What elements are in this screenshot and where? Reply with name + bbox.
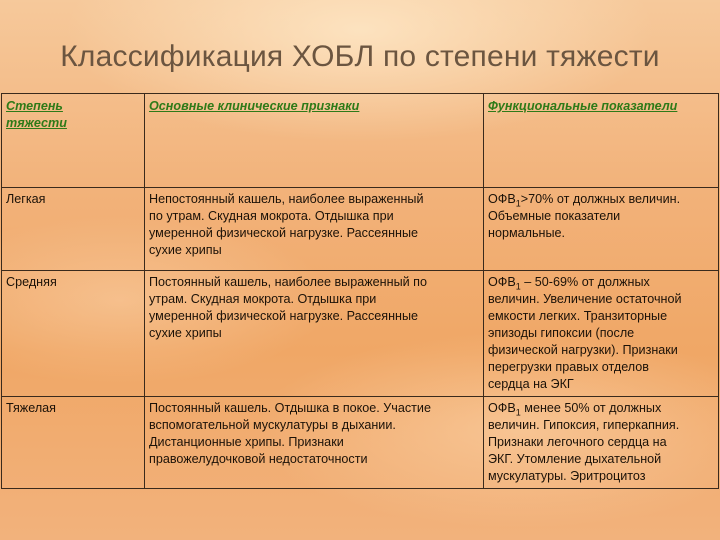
header-severity-line-2: тяжести bbox=[6, 116, 67, 130]
functional-line: величин. Гипоксия, гиперкапния. bbox=[488, 418, 680, 432]
severity-cell: Средняя bbox=[2, 271, 145, 397]
fev1-line bbox=[488, 191, 714, 208]
functional-line: Объемные показатели bbox=[488, 209, 621, 223]
fev-subscript: 1 bbox=[515, 198, 521, 209]
table-row bbox=[2, 397, 719, 489]
clinical-line: правожелудочковой недостаточности bbox=[149, 452, 368, 466]
header-clinical bbox=[145, 94, 484, 188]
table-row bbox=[2, 271, 719, 397]
fev-subscript: 1 bbox=[515, 281, 521, 292]
header-severity bbox=[2, 94, 145, 188]
fev-value: – 50-69% от должных bbox=[520, 275, 650, 289]
functional-line: сердца на ЭКГ bbox=[488, 377, 574, 391]
header-functional bbox=[484, 94, 719, 188]
clinical-line: Непостоянный кашель, наиболее выраженный bbox=[149, 192, 424, 206]
functional-line: нормальные. bbox=[488, 226, 566, 240]
header-functional-label: Функциональные показатели bbox=[488, 99, 678, 113]
clinical-cell bbox=[145, 271, 484, 397]
functional-cell bbox=[484, 397, 719, 489]
functional-line: емкости легких. Транзиторные bbox=[488, 309, 668, 323]
header-clinical-label: Основные клинические признаки bbox=[149, 99, 360, 113]
clinical-line: умеренной физической нагрузке. Рассеянные bbox=[149, 309, 419, 323]
functional-line: величин. Увеличение остаточной bbox=[488, 292, 682, 306]
functional-line: физической нагрузки). Признаки bbox=[488, 343, 678, 357]
functional-line: ЭКГ. Утомление дыхательной bbox=[488, 452, 662, 466]
clinical-line: Постоянный кашель, наиболее выраженный по bbox=[149, 275, 427, 289]
clinical-line: сухие хрипы bbox=[149, 326, 222, 340]
clinical-line: утрам. Скудная мокрота. Отдышка при bbox=[149, 292, 377, 306]
fev1-line bbox=[488, 400, 714, 417]
fev-label: ОФВ bbox=[488, 192, 516, 206]
clinical-line: по утрам. Скудная мокрота. Отдышка при bbox=[149, 209, 394, 223]
table-header-row bbox=[2, 94, 719, 188]
functional-cell bbox=[484, 188, 719, 271]
clinical-line: сухие хрипы bbox=[149, 243, 222, 257]
clinical-line: умеренной физической нагрузке. Рассеянные bbox=[149, 226, 419, 240]
fev-label: ОФВ bbox=[488, 401, 516, 415]
fev-label: ОФВ bbox=[488, 275, 516, 289]
functional-line: Признаки легочного сердца на bbox=[488, 435, 667, 449]
table-row bbox=[2, 188, 719, 271]
clinical-cell bbox=[145, 397, 484, 489]
functional-line: эпизоды гипоксии (после bbox=[488, 326, 635, 340]
clinical-cell bbox=[145, 188, 484, 271]
fev1-line bbox=[488, 274, 714, 291]
clinical-line: Постоянный кашель. Отдышка в покое. Участие bbox=[149, 401, 431, 415]
functional-line: перегрузки правых отделов bbox=[488, 360, 649, 374]
severity-cell: Тяжелая bbox=[2, 397, 145, 489]
slide-title: Классификация ХОБЛ по степени тяжести bbox=[60, 40, 660, 73]
functional-cell bbox=[484, 271, 719, 397]
severity-table bbox=[1, 93, 719, 489]
severity-cell: Легкая bbox=[2, 188, 145, 271]
header-severity-line-1: Степень bbox=[6, 99, 63, 113]
fev-value: >70% от должных величин. bbox=[520, 192, 681, 206]
clinical-line: Дистанционные хрипы. Признаки bbox=[149, 435, 344, 449]
fev-subscript: 1 bbox=[515, 407, 521, 418]
fev-value: менее 50% от должных bbox=[520, 401, 662, 415]
clinical-line: вспомогательной мускулатуры в дыхании. bbox=[149, 418, 396, 432]
functional-line: мускулатуры. Эритроцитоз bbox=[488, 469, 646, 483]
